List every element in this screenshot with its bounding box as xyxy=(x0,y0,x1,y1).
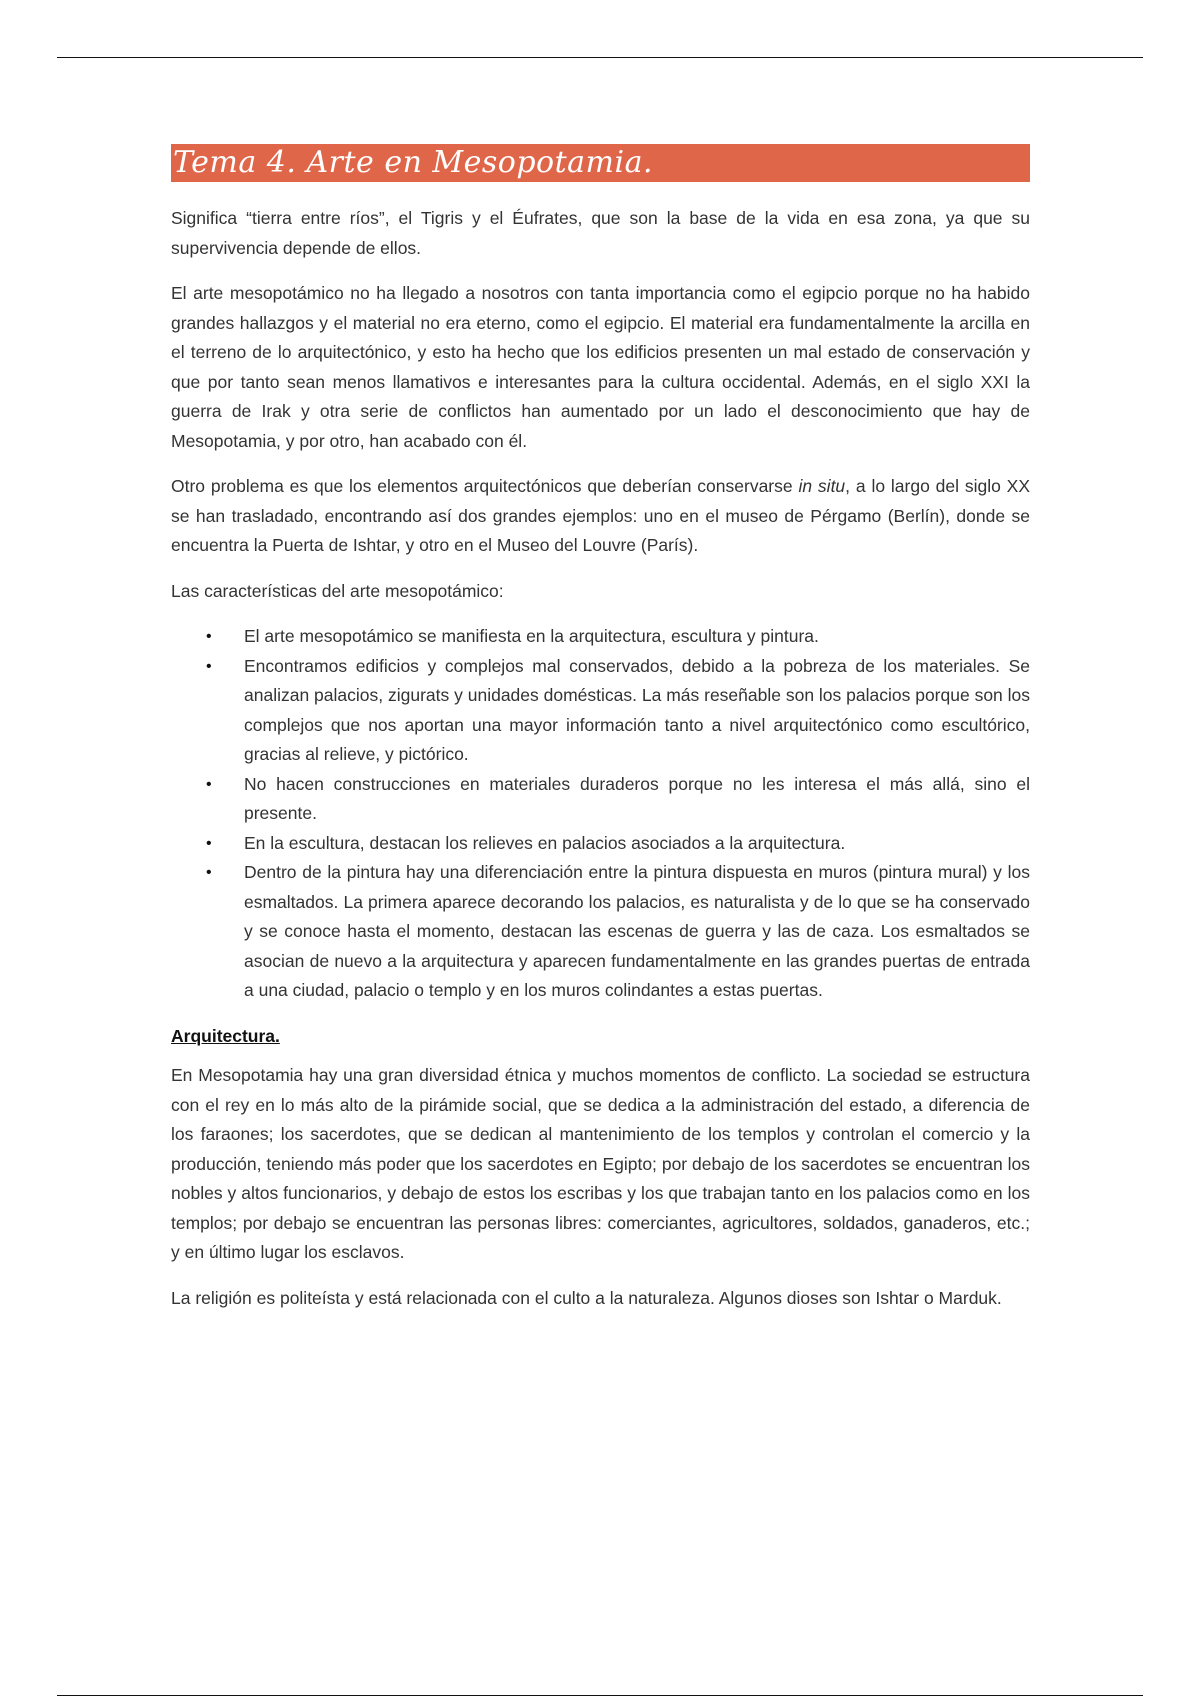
list-item xyxy=(206,858,1030,1006)
bullet-icon: • xyxy=(206,657,212,675)
features-list xyxy=(171,622,1030,1006)
footer-rule xyxy=(57,1695,1143,1696)
list-item xyxy=(206,770,1030,829)
bullet-icon: • xyxy=(206,775,212,793)
features-intro: Las características del arte mesopotámico: xyxy=(171,580,504,601)
bullet-icon: • xyxy=(206,864,212,881)
bullet-icon: • xyxy=(206,628,212,645)
page-content xyxy=(171,144,1030,1329)
intro-paragraph: Significa “tierra entre ríos”, el Tigris y el Éufrates, que son la base de la vida en esa zona, ya que su supervivencia depende de ellos. xyxy=(171,208,1030,258)
paragraph-conservation: El arte mesopotámico no ha llegado a nosotros con tanta importancia como el egipcio porque no ha habido grandes hallazgos y el material no era eterno, como el egipcio. El material era fundamentalmente la arcilla en el terreno de lo arquitectónico, y esto ha hecho que los edificios presenten un mal estado de conservación y que por tanto sean menos llamativos e interesantes para la cultura occidental. Además, en el siglo XXI la guerra de Irak y otra serie de conflictos han aumentado por un lado el desconocimiento que hay de Mesopotamia, y por otro, han acabado con él. xyxy=(171,283,1030,451)
list-item-text: En la escultura, destacan los relieves en palacios asociados a la arquitectura. xyxy=(244,832,846,853)
list-item xyxy=(206,652,1031,770)
paragraph-religion: La religión es politeísta y está relacionada con el culto a la naturaleza. Algunos dioses son Ishtar o Marduk. xyxy=(171,1287,1002,1308)
list-item-text: Encontramos edificios y complejos mal conservados, debido a la pobreza de los materiales. Se analizan palacios, zigurats y unidades domésticas. La más reseñable son los palacios porque son los complejos que nos aportan una mayor información tanto a nivel arquitectónico como escultórico, gracias al relieve, y pictórico. xyxy=(244,655,1031,764)
paragraph-relocation xyxy=(171,472,1030,561)
list-item-text: No hacen construcciones en materiales duraderos porque no les interesa el más allá, sino el presente. xyxy=(244,773,1030,823)
list-item-text: El arte mesopotámico se manifiesta en la arquitectura, escultura y pintura. xyxy=(244,626,819,646)
list-item xyxy=(206,829,1030,859)
paragraph-relocation-text-1: Otro problema es que los elementos arquitectónicos que deberían conservarse xyxy=(171,476,799,496)
in-situ-term: in situ xyxy=(798,476,846,496)
bullet-icon: • xyxy=(206,834,212,852)
paragraph-society: En Mesopotamia hay una gran diversidad étnica y muchos momentos de conflicto. La sociedad se estructura con el rey en lo más alto de la pirámide social, que se dedica a la administración del estado, a diferencia de los faraones; los sacerdotes, que se dedican al mantenimiento de los templos y controlan el comercio y la producción, teniendo más poder que los sacerdotes en Egipto; por debajo de los sacerdotes se encuentran los nobles y altos funcionarios, y debajo de estos los escribas y los que trabajan tanto en los palacios como en los templos; por debajo se encuentran las personas libres: comerciantes, agricultores, soldados, ganaderos, etc.; y en último lugar los esclavos. xyxy=(171,1065,1030,1262)
header-rule xyxy=(57,57,1143,58)
page-title: Tema 4. Arte en Mesopotamia. xyxy=(171,144,1030,182)
list-item xyxy=(206,622,1030,652)
paragraph-relocation-text-2: , a lo largo del siglo XX se han trasladado, encontrando así dos grandes ejemplos: uno en el museo de Pérgamo (Berlín), donde se encuentra la Puerta de Ishtar, y otro en el Museo del Louvre (París). xyxy=(171,476,1031,555)
section-heading-architecture: Arquitectura. xyxy=(171,1025,280,1046)
list-item-text: Dentro de la pintura hay una diferenciación entre la pintura dispuesta en muros (pintura mural) y los esmaltados. La primera aparece decorando los palacios, es naturalista y de lo que se ha conservado y se conoce hasta el momento, destacan las escenas de guerra y las de caza. Los esmaltados se asocian de nuevo a la arquitectura y aparecen fundamentalmente en las grandes puertas de entrada a una ciudad, palacio o templo y en los muros colindantes a estas puertas. xyxy=(244,862,1030,1000)
